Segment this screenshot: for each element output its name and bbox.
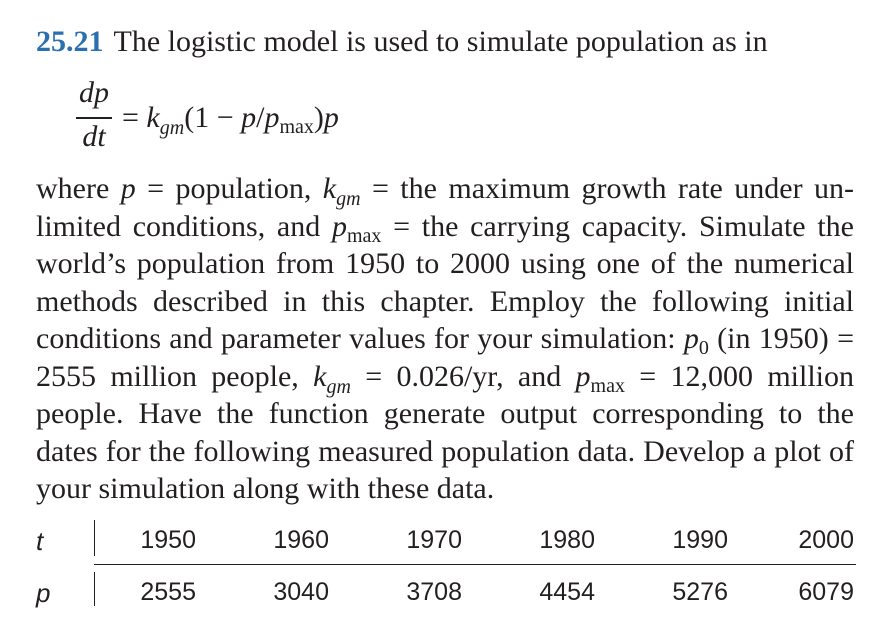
- column-divider: [94, 572, 95, 606]
- row-divider: [94, 564, 856, 565]
- pmax-symbol: p: [264, 101, 280, 134]
- table-cell: 1960: [273, 526, 329, 554]
- problem-number: 25.21: [36, 25, 104, 58]
- table-cell: 5276: [672, 578, 728, 606]
- pmax-subscript: max: [279, 116, 314, 138]
- table-cell: 2000: [798, 526, 854, 554]
- fraction-bar: [76, 117, 112, 119]
- table-cell: 3708: [406, 578, 462, 606]
- population-data-table: [36, 520, 856, 610]
- table-cell: 4454: [539, 578, 595, 606]
- table-cell: 1970: [406, 526, 462, 554]
- slash: /: [256, 101, 265, 134]
- p-symbol: p: [241, 101, 257, 134]
- p-trailing: p: [323, 101, 339, 134]
- paren-open: (1 −: [184, 101, 242, 134]
- table-cell: 6079: [798, 578, 854, 606]
- equation-denominator: dt: [82, 120, 106, 153]
- paragraph-line-3: world’s population from 1950 to 2000 using one of the numerical: [36, 247, 854, 280]
- paragraph-line-5: conditions and parameter values for your simulation: $p_0$ (in 1950) =: [36, 322, 855, 359]
- paragraph-line-9: your simulation along with these data.: [36, 472, 495, 505]
- table-cell: 1950: [140, 526, 196, 554]
- problem-heading: [36, 22, 768, 62]
- equation-numerator: dp: [79, 76, 109, 109]
- problem-title-text: The logistic model is used to simulate population as in: [113, 25, 768, 58]
- paren-close: ): [313, 101, 324, 134]
- paragraph-line-6: 2555 million people, $k_{gm} = 0.026/yr$, and $p_{max} = 12,000$ million: [36, 359, 855, 398]
- equals-sign: =: [122, 101, 147, 134]
- column-divider: [94, 520, 95, 556]
- equation-rhs: [122, 98, 339, 148]
- k-subscript: gm: [159, 117, 185, 139]
- paragraph-line-1: where p = population, $k_{gm}$ = the maximum growth rate under un-: [36, 172, 854, 210]
- problem-paragraph: [36, 170, 854, 508]
- table-cell: 3040: [273, 578, 329, 606]
- paragraph-line-2: limited conditions, and $p_{max}$ = the carrying capacity. Simulate the: [36, 209, 854, 247]
- row-label-t: t: [36, 526, 44, 556]
- table-cell: 2555: [140, 578, 196, 606]
- paragraph-line-8: dates for the following measured population data. Develop a plot of: [36, 434, 854, 468]
- row-label-p: p: [36, 578, 51, 608]
- paragraph-line-4: methods described in this chapter. Employ the following initial: [36, 284, 854, 318]
- table-cell: 1980: [539, 526, 595, 554]
- k-symbol: k: [146, 101, 160, 134]
- paragraph-line-7: people. Have the function generate output corresponding to the: [36, 397, 854, 430]
- table-cell: 1990: [672, 526, 728, 554]
